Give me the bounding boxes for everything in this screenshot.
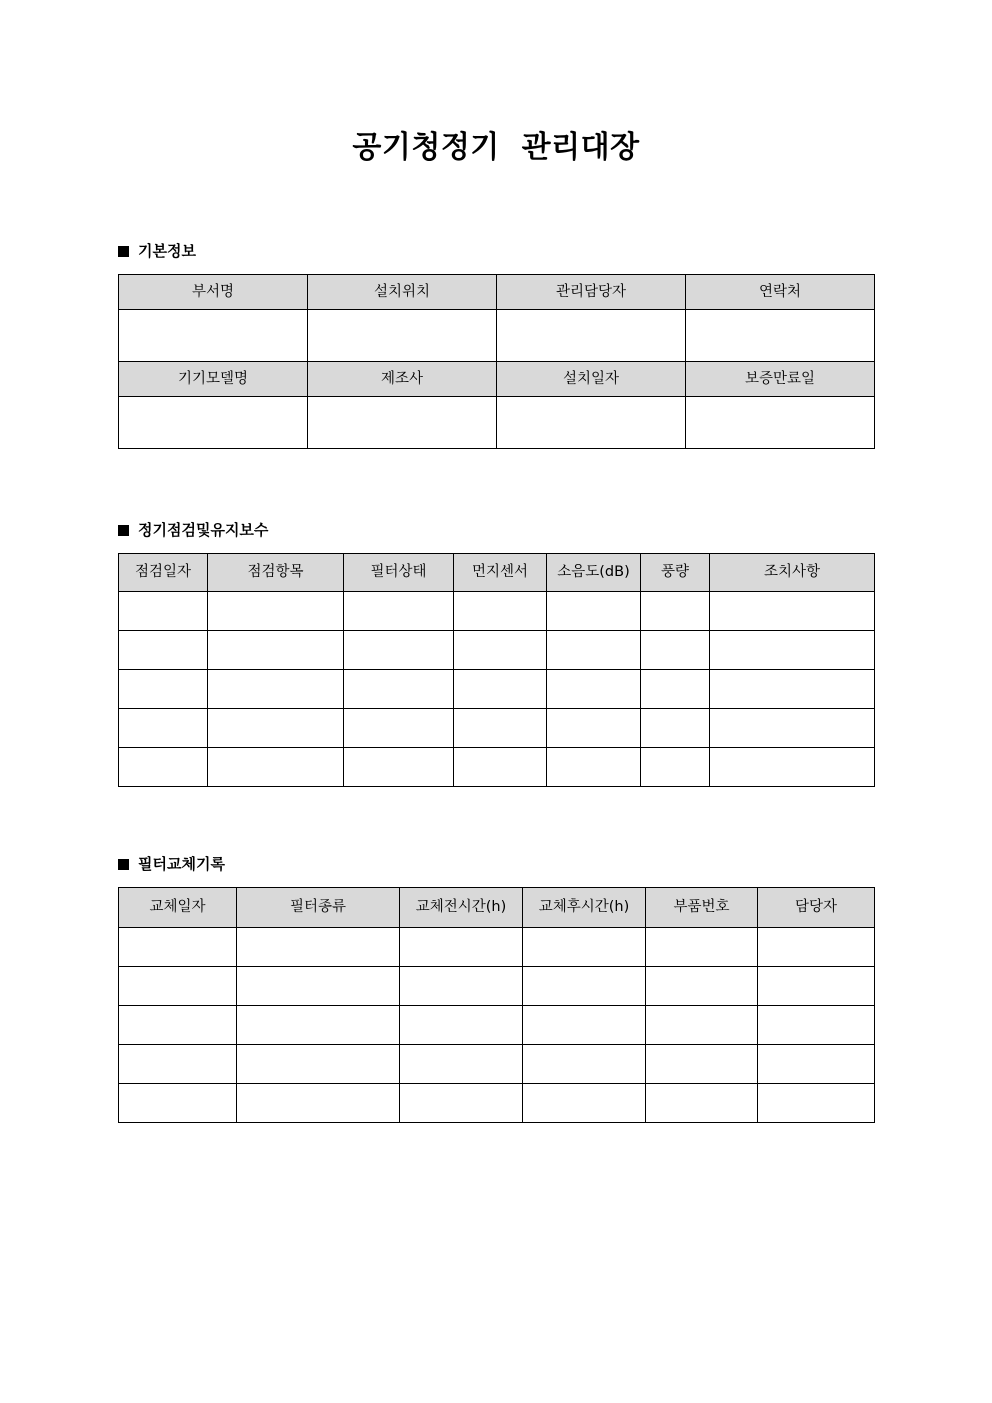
cell-inspection-date[interactable] xyxy=(119,670,208,709)
column-header-replacement-date: 교체일자 xyxy=(119,888,237,928)
cell-person-in-charge[interactable] xyxy=(758,1045,875,1084)
cell-action-taken[interactable] xyxy=(710,709,875,748)
cell-filter-state[interactable] xyxy=(344,592,454,631)
table-row xyxy=(119,310,875,362)
cell-part-number[interactable] xyxy=(646,1006,758,1045)
spacer-after-section-2 xyxy=(118,787,874,855)
section-title-basic-info: 기본정보 xyxy=(138,242,196,260)
spacer-after-section-1 xyxy=(118,449,874,521)
column-header-person-in-charge: 담당자 xyxy=(758,888,875,928)
table-row xyxy=(119,397,875,449)
cell-manager-value[interactable] xyxy=(497,310,686,362)
cell-replacement-date[interactable] xyxy=(119,928,237,967)
column-header-hours-before: 교체전시간(h) xyxy=(400,888,523,928)
section-heading-inspection xyxy=(118,521,874,539)
table-row xyxy=(119,275,875,310)
cell-airflow[interactable] xyxy=(641,709,710,748)
column-header-contact: 연락처 xyxy=(686,275,875,310)
table-row xyxy=(119,631,875,670)
column-header-install-date: 설치일자 xyxy=(497,362,686,397)
table-header-row xyxy=(119,888,875,928)
cell-person-in-charge[interactable] xyxy=(758,1006,875,1045)
column-header-airflow: 풍량 xyxy=(641,554,710,592)
cell-inspection-item[interactable] xyxy=(208,670,344,709)
basic-info-table xyxy=(118,274,875,449)
table-row xyxy=(119,1084,875,1123)
cell-airflow[interactable] xyxy=(641,670,710,709)
cell-filter-type[interactable] xyxy=(237,967,400,1006)
column-header-part-number: 부품번호 xyxy=(646,888,758,928)
cell-filter-type[interactable] xyxy=(237,1006,400,1045)
cell-action-taken[interactable] xyxy=(710,670,875,709)
cell-airflow[interactable] xyxy=(641,631,710,670)
cell-hours-after[interactable] xyxy=(523,967,646,1006)
column-header-inspection-date: 점검일자 xyxy=(119,554,208,592)
table-row xyxy=(119,748,875,787)
cell-replacement-date[interactable] xyxy=(119,1084,237,1123)
section-heading-filter-replacement xyxy=(118,855,874,873)
column-header-filter-state: 필터상태 xyxy=(344,554,454,592)
cell-dust-sensor[interactable] xyxy=(454,592,547,631)
cell-replacement-date[interactable] xyxy=(119,1045,237,1084)
cell-noise-level[interactable] xyxy=(547,631,641,670)
filter-replacement-table xyxy=(118,887,875,1123)
cell-hours-after[interactable] xyxy=(523,1045,646,1084)
cell-noise-level[interactable] xyxy=(547,709,641,748)
cell-hours-after[interactable] xyxy=(523,1084,646,1123)
section-heading-basic-info xyxy=(118,242,874,260)
table-row xyxy=(119,1045,875,1084)
cell-inspection-item[interactable] xyxy=(208,631,344,670)
cell-action-taken[interactable] xyxy=(710,592,875,631)
section-title-inspection: 정기점검및유지보수 xyxy=(138,521,269,539)
column-header-inspection-item: 점검항목 xyxy=(208,554,344,592)
cell-filter-type[interactable] xyxy=(237,1045,400,1084)
cell-dust-sensor[interactable] xyxy=(454,709,547,748)
cell-hours-before[interactable] xyxy=(400,928,523,967)
cell-hours-before[interactable] xyxy=(400,1084,523,1123)
section-filter-replacement xyxy=(118,855,874,1123)
cell-model-name-value[interactable] xyxy=(119,397,308,449)
cell-filter-type[interactable] xyxy=(237,928,400,967)
cell-noise-level[interactable] xyxy=(547,748,641,787)
cell-replacement-date[interactable] xyxy=(119,967,237,1006)
column-header-department: 부서명 xyxy=(119,275,308,310)
column-header-manager: 관리담당자 xyxy=(497,275,686,310)
cell-inspection-date[interactable] xyxy=(119,592,208,631)
column-header-warranty-expiry: 보증만료일 xyxy=(686,362,875,397)
section-inspection xyxy=(118,521,874,787)
cell-noise-level[interactable] xyxy=(547,592,641,631)
cell-airflow[interactable] xyxy=(641,592,710,631)
cell-filter-state[interactable] xyxy=(344,631,454,670)
cell-hours-before[interactable] xyxy=(400,1045,523,1084)
inspection-table xyxy=(118,553,875,787)
page-title: 공기청정기 관리대장 xyxy=(352,130,640,165)
column-header-hours-after: 교체후시간(h) xyxy=(523,888,646,928)
column-header-filter-type: 필터종류 xyxy=(237,888,400,928)
cell-replacement-date[interactable] xyxy=(119,1006,237,1045)
spacer-after-title xyxy=(118,166,874,242)
cell-inspection-item[interactable] xyxy=(208,592,344,631)
cell-hours-after[interactable] xyxy=(523,1006,646,1045)
cell-part-number[interactable] xyxy=(646,928,758,967)
column-header-action-taken: 조치사항 xyxy=(710,554,875,592)
black-square-icon xyxy=(118,525,129,536)
cell-part-number[interactable] xyxy=(646,1045,758,1084)
cell-hours-before[interactable] xyxy=(400,1006,523,1045)
cell-person-in-charge[interactable] xyxy=(758,967,875,1006)
cell-filter-state[interactable] xyxy=(344,748,454,787)
cell-action-taken[interactable] xyxy=(710,748,875,787)
cell-part-number[interactable] xyxy=(646,1084,758,1123)
cell-filter-state[interactable] xyxy=(344,709,454,748)
section-basic-info xyxy=(118,242,874,449)
column-header-noise-level: 소음도(dB) xyxy=(547,554,641,592)
cell-manufacturer-value[interactable] xyxy=(308,397,497,449)
cell-inspection-date[interactable] xyxy=(119,709,208,748)
column-header-install-location: 설치위치 xyxy=(308,275,497,310)
column-header-dust-sensor: 먼지센서 xyxy=(454,554,547,592)
cell-warranty-expiry-value[interactable] xyxy=(686,397,875,449)
cell-install-location-value[interactable] xyxy=(308,310,497,362)
cell-dust-sensor[interactable] xyxy=(454,670,547,709)
cell-hours-after[interactable] xyxy=(523,928,646,967)
cell-department-value[interactable] xyxy=(119,310,308,362)
table-row xyxy=(119,1006,875,1045)
cell-filter-type[interactable] xyxy=(237,1084,400,1123)
table-row xyxy=(119,967,875,1006)
table-row xyxy=(119,928,875,967)
section-title-filter-replacement: 필터교체기록 xyxy=(138,855,225,873)
cell-action-taken[interactable] xyxy=(710,631,875,670)
table-row xyxy=(119,709,875,748)
cell-dust-sensor[interactable] xyxy=(454,748,547,787)
black-square-icon xyxy=(118,246,129,257)
table-row xyxy=(119,362,875,397)
column-header-model-name: 기기모델명 xyxy=(119,362,308,397)
cell-install-date-value[interactable] xyxy=(497,397,686,449)
cell-person-in-charge[interactable] xyxy=(758,1084,875,1123)
cell-dust-sensor[interactable] xyxy=(454,631,547,670)
table-row xyxy=(119,592,875,631)
table-row xyxy=(119,670,875,709)
black-square-icon xyxy=(118,859,129,870)
cell-part-number[interactable] xyxy=(646,967,758,1006)
cell-airflow[interactable] xyxy=(641,748,710,787)
cell-filter-state[interactable] xyxy=(344,670,454,709)
table-header-row xyxy=(119,554,875,592)
cell-inspection-item[interactable] xyxy=(208,748,344,787)
cell-inspection-date[interactable] xyxy=(119,748,208,787)
cell-inspection-date[interactable] xyxy=(119,631,208,670)
cell-person-in-charge[interactable] xyxy=(758,928,875,967)
cell-inspection-item[interactable] xyxy=(208,709,344,748)
cell-hours-before[interactable] xyxy=(400,967,523,1006)
column-header-manufacturer: 제조사 xyxy=(308,362,497,397)
cell-contact-value[interactable] xyxy=(686,310,875,362)
cell-noise-level[interactable] xyxy=(547,670,641,709)
